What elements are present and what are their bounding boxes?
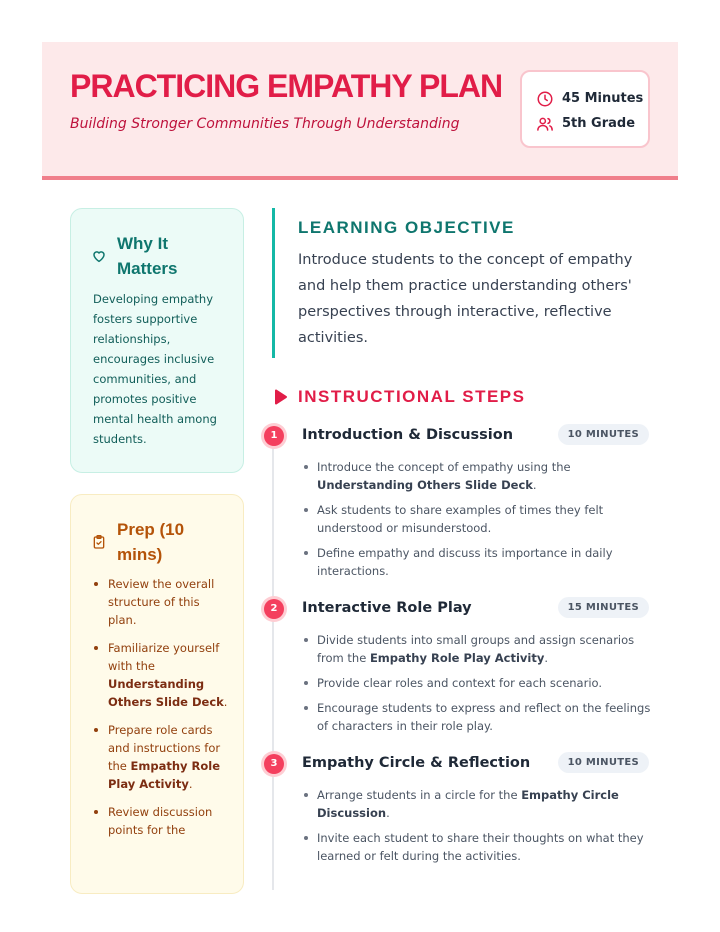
why-card-heading [91, 231, 207, 281]
prep-card-heading [91, 517, 207, 567]
heart-icon [91, 248, 107, 264]
why-card-text: Developing empathy fosters supportive relationships, encourages inclusive communities, and promotes positive mental health among students. [93, 292, 217, 446]
duration-row [536, 86, 648, 111]
page-title: PRACTICING EMPATHY PLAN [70, 68, 503, 104]
step-duration-badge: 10 MINUTES [558, 752, 649, 773]
step-duration-badge: 10 MINUTES [558, 424, 649, 445]
step-item: Define empathy and discuss its importance in daily interactions. [302, 544, 652, 580]
step-number-badge: 1 [264, 426, 284, 446]
instructional-steps-heading [274, 387, 525, 407]
grade-row [536, 111, 648, 136]
step-list [302, 631, 652, 742]
step-title: Interactive Role Play [302, 600, 472, 616]
objective-text: Introduce students to the concept of empathy and help them practice understanding others' perspectives through interactive, reflective activities. [298, 252, 633, 346]
plan-header [42, 42, 678, 180]
step-item: Divide students into small groups and assign scenarios from the Empathy Role Play Activity. [302, 631, 652, 667]
clock-icon [536, 90, 554, 108]
grade-text: 5th Grade [562, 116, 636, 131]
duration-text: 45 Minutes [562, 91, 644, 106]
users-icon [536, 115, 554, 133]
step-list [302, 786, 652, 872]
step-item: Arrange students in a circle for the Empathy Circle Discussion. [302, 786, 652, 822]
steps-title: INSTRUCTIONAL STEPS [298, 387, 526, 406]
prep-item: Familiarize yourself with the Understanding Others Slide Deck. [93, 639, 229, 711]
step-duration-badge: 15 MINUTES [558, 597, 649, 618]
prep-card [70, 494, 244, 894]
step-item: Ask students to share examples of times they felt understood or misunderstood. [302, 501, 652, 537]
step-list [302, 458, 652, 587]
prep-item: Review the overall structure of this plan. [93, 575, 229, 629]
timeline-line [272, 446, 274, 890]
page-subtitle: Building Stronger Communities Through Understanding [70, 116, 460, 132]
step-number-badge: 2 [264, 599, 284, 619]
learning-objective-section [272, 208, 652, 358]
play-arrow-icon [274, 389, 288, 405]
prep-item: Prepare role cards and instructions for the Empathy Role Play Activity. [93, 721, 229, 793]
why-card-title: Why It Matters [117, 234, 178, 278]
prep-item: Review discussion points for the [93, 803, 229, 839]
step-title: Introduction & Discussion [302, 427, 514, 443]
step-item: Provide clear roles and context for each scenario. [302, 674, 652, 692]
clipboard-check-icon [91, 534, 107, 550]
plan-meta-card [520, 70, 650, 148]
prep-list [93, 575, 229, 849]
prep-card-title: Prep (10 mins) [117, 520, 185, 564]
step-item: Invite each student to share their thoughts on what they learned or felt during the activities. [302, 829, 652, 865]
why-it-matters-card [70, 208, 244, 473]
step-item: Introduce the concept of empathy using the Understanding Others Slide Deck. [302, 458, 652, 494]
step-item: Encourage students to express and reflect on the feelings of characters in their role play. [302, 699, 652, 735]
objective-title: LEARNING OBJECTIVE [298, 218, 515, 237]
step-number-badge: 3 [264, 754, 284, 774]
step-title: Empathy Circle & Reflection [302, 755, 531, 771]
